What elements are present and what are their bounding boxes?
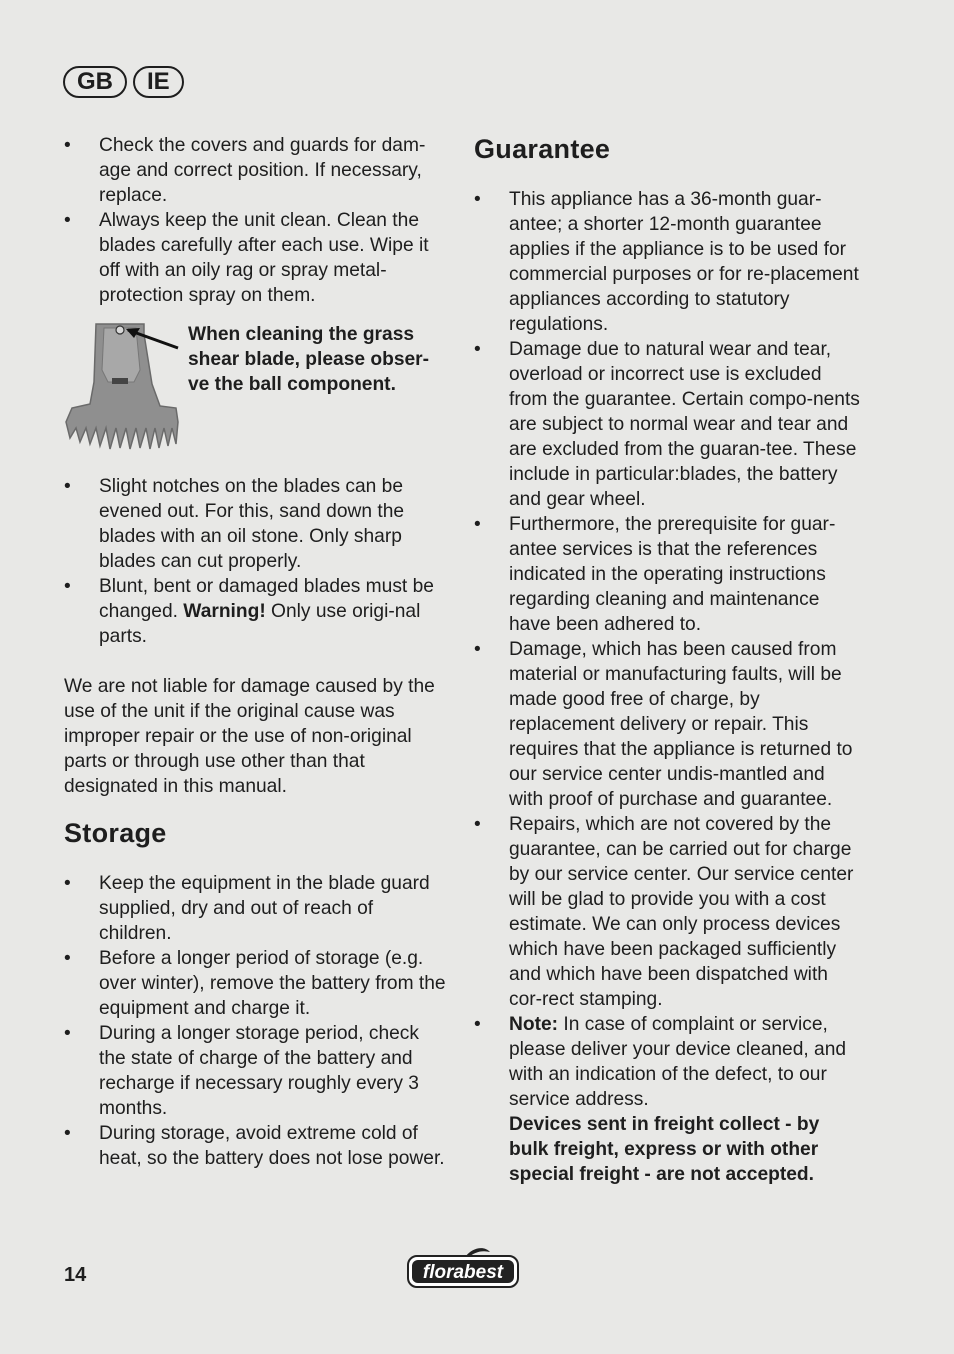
- storage-list: [64, 871, 448, 1171]
- left-column: [64, 133, 448, 1171]
- grass-shear-blade-illustration: [64, 322, 182, 454]
- list-item: • Slight notches on the blades can be evened out. For this, sand down the blades with an oil stone. Only sharp blades can cut properly.: [64, 476, 405, 572]
- list-item: • Always keep the unit clean. Clean the blades carefully after each use. Wipe it off with an oily rag or spray metal-protection spray on them.: [64, 210, 429, 306]
- list-item: • Note: In case of complaint or service, please deliver your device cleaned, and with an indication of the defect, to our service address. Devices sent in freight collect - by bulk freight, express or with other special freight - are not accepted.: [474, 1014, 847, 1185]
- list-item: • Damage, which has been caused from material or manufacturing faults, will be made good free of charge, by replacement delivery or repair. This requires that the appliance is returned to our service center undis-mantled and with proof of purchase and guarantee.: [474, 639, 853, 810]
- liability-paragraph: We are not liable for damage caused by the use of the unit if the original cause was improper repair or the use of non-original parts or through use other than that designated in this manual.: [64, 676, 435, 797]
- list-item: • Keep the equipment in the blade guard supplied, dry and out of reach of children.: [64, 873, 430, 944]
- list-item: • Furthermore, the prerequisite for guar-antee services is that the references indicated in the operating instructions regarding cleaning and maintenance have been adhered to.: [474, 514, 836, 635]
- lang-badge-gb: GB: [63, 66, 127, 98]
- blade-figure: [64, 322, 448, 462]
- figure-caption: When cleaning the grass shear blade, please obser-ve the ball component.: [188, 324, 430, 395]
- guarantee-heading: Guarantee: [474, 134, 611, 164]
- list-item: • Damage due to natural wear and tear, overload or incorrect use is excluded from the guarantee. Certain compo-nents are subject to normal wear and tear and are excluded from the guaran-tee. These include in particular:blades, the battery and gear wheel.: [474, 339, 860, 510]
- blade-care-list: [64, 474, 448, 649]
- florabest-logo: [406, 1246, 520, 1295]
- list-item: • During a longer storage period, check the state of charge of the battery and recharge if necessary roughly every 3 months.: [64, 1023, 419, 1119]
- guarantee-list: [474, 187, 864, 1187]
- list-item: • Blunt, bent or damaged blades must be changed. Warning! Only use origi-nal parts.: [64, 576, 434, 647]
- note-label: Note:: [509, 1014, 559, 1035]
- lang-badge-ie: IE: [133, 66, 184, 98]
- list-item: • This appliance has a 36-month guar-antee; a shorter 12-month guarantee applies if the appliance is to be used for commercial purposes or for re-placement appliances according to statutory regulations.: [474, 189, 859, 335]
- list-item: • Repairs, which are not covered by the guarantee, can be carried out for charge by our service center. Our service center will be glad to provide you with a cost estimate. We can only process devices which have been packaged sufficiently and which have been dispatched with cor-rect stamping.: [474, 814, 854, 1010]
- list-item: • Check the covers and guards for dam-age and correct position. If necessary, replace.: [64, 135, 426, 206]
- warning-label: Warning!: [183, 601, 266, 622]
- list-item: • During storage, avoid extreme cold of heat, so the battery does not lose power.: [64, 1123, 445, 1169]
- maintenance-list: [64, 133, 448, 308]
- florabest-logo-mark: [406, 1246, 520, 1290]
- storage-heading: Storage: [64, 818, 167, 848]
- freight-notice: Devices sent in freight collect - by bulk freight, express or with other special freight - are not accepted.: [509, 1114, 820, 1185]
- right-column: [474, 133, 864, 1187]
- svg-text:florabest: florabest: [422, 1262, 504, 1283]
- page-number: 14: [64, 1264, 87, 1286]
- list-item: • Before a longer period of storage (e.g. over winter), remove the battery from the equipment and charge it.: [64, 948, 446, 1019]
- language-badges: [63, 66, 184, 98]
